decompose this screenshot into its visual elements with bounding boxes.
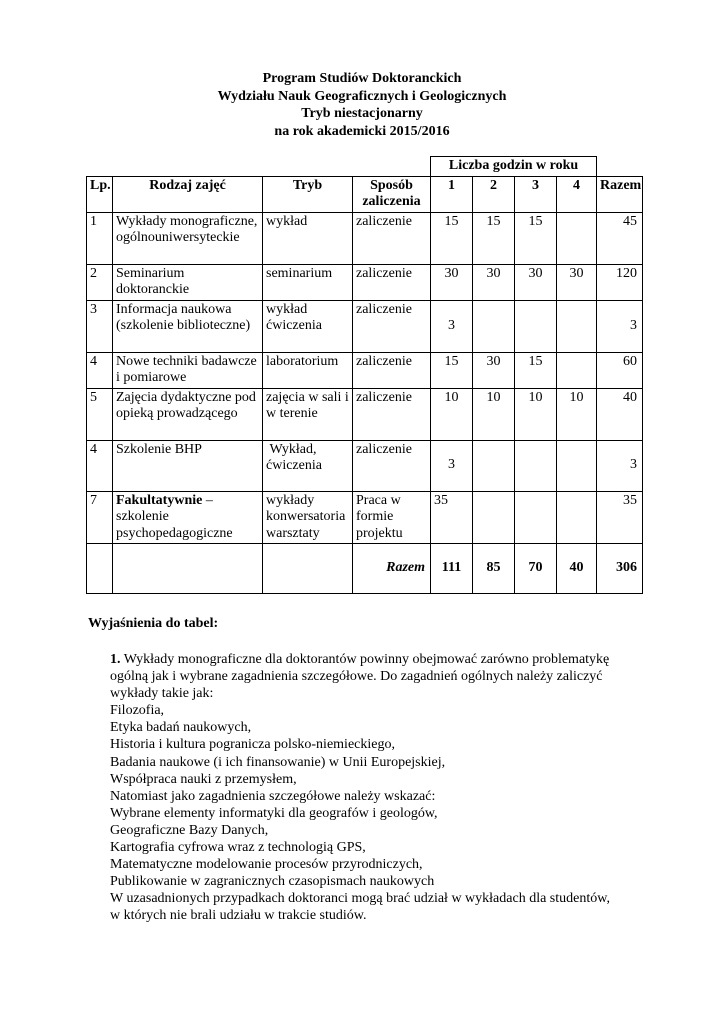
- total-year-4: 40: [557, 544, 597, 594]
- cell-razem: 35: [597, 491, 643, 544]
- explanation-line: Kartografia cyfrowa wraz z technologią GPS,: [110, 840, 366, 856]
- cell-tryb: wykłady konwersatoria warsztaty: [263, 491, 353, 544]
- cell-lp: 1: [87, 212, 113, 264]
- table-row: [87, 300, 643, 352]
- cell-year-3: 30: [515, 264, 557, 300]
- cell-year-2: 30: [473, 264, 515, 300]
- explanation-list: [110, 702, 650, 924]
- explanation-line: Publikowanie w zagranicznych czasopismach naukowych: [110, 874, 435, 890]
- explanation-line: Filozofia,: [110, 703, 165, 719]
- table-row: [87, 352, 643, 388]
- cell-rodzaj: Szkolenie BHP: [113, 440, 263, 491]
- program-table: [86, 156, 643, 594]
- cell-rodzaj: Zajęcia dydaktyczne pod opieką prowadzącego: [113, 388, 263, 440]
- explanations-body: [110, 651, 650, 925]
- cell-sposob: zaliczenie: [353, 440, 431, 491]
- cell-year-2: [473, 440, 515, 491]
- cell-year-4: [557, 491, 597, 544]
- cell-tryb: Wykład, ćwiczenia: [263, 440, 353, 491]
- cell-year-4: 10: [557, 388, 597, 440]
- explanation-line: Etyka badań naukowych,: [110, 720, 252, 736]
- cell-year-2: [473, 300, 515, 352]
- cell-year-1: 15: [431, 212, 473, 264]
- cell-rodzaj-rest: – szkolenie psychopedagogiczne: [116, 492, 233, 541]
- cell-rodzaj: Seminarium doktoranckie: [113, 264, 263, 300]
- explanation-line: Natomiast jako zagadnienia szczegółowe należy wskazać:: [110, 788, 436, 804]
- title-line-1: Program Studiów Doktoranckich: [262, 71, 462, 86]
- cell-sposob: zaliczenie: [353, 352, 431, 388]
- cell-year-4: [557, 352, 597, 388]
- cell-year-3: 10: [515, 388, 557, 440]
- table-row: [87, 264, 643, 300]
- total-year-2: 85: [473, 544, 515, 594]
- cell-rodzaj: Nowe techniki badawcze i pomiarowe: [113, 352, 263, 388]
- cell-year-4: [557, 300, 597, 352]
- title-line-4: na rok akademicki 2015/2016: [274, 123, 450, 139]
- explanation-number: 1.: [110, 652, 121, 667]
- cell-razem: 3: [597, 300, 643, 352]
- table-row: [87, 440, 643, 491]
- total-empty-rodzaj: [113, 544, 263, 594]
- table-row: [87, 212, 643, 264]
- cell-year-1: 3: [431, 440, 473, 491]
- explanation-line: Badania naukowe (i ich finansowanie) w Unii Europejskiej,: [110, 754, 446, 770]
- title-line-3: Tryb niestacjonarny: [301, 106, 423, 121]
- cell-rodzaj-bold: Fakultatywnie: [116, 492, 203, 508]
- cell-year-2: [473, 491, 515, 544]
- cell-year-2: 30: [473, 352, 515, 388]
- explanation-line: w których nie brali udziału w trakcie studiów.: [110, 908, 367, 924]
- table-row: [87, 388, 643, 440]
- header-year-2: 2: [473, 176, 515, 212]
- explanation-line: W uzasadnionych przypadkach doktoranci mogą brać udział w wykładach dla studentów,: [110, 891, 610, 907]
- total-year-1: 111: [431, 544, 473, 594]
- header-razem: Razem: [597, 176, 643, 212]
- cell-razem: 40: [597, 388, 643, 440]
- cell-tryb: wykład ćwiczenia: [263, 300, 353, 352]
- total-row: [87, 544, 643, 594]
- cell-year-4: [557, 212, 597, 264]
- cell-tryb: wykład: [263, 212, 353, 264]
- cell-tryb: zajęcia w sali i w terenie: [263, 388, 353, 440]
- cell-razem: 3: [597, 440, 643, 491]
- cell-year-2: 15: [473, 212, 515, 264]
- explanation-intro-text: Wykłady monograficzne dla doktorantów powinny obejmować zarówno problematykę ogólną jak i wybrane zagadnienia szczegółowe. Do zagadnień ogólnych należy zaliczyć wykłady takie jak:: [110, 652, 610, 702]
- table-row: [87, 491, 643, 544]
- cell-tryb: seminarium: [263, 264, 353, 300]
- table-header-row: [87, 176, 643, 212]
- cell-lp: 7: [87, 491, 113, 544]
- header-sposob: Sposób zaliczenia: [353, 176, 431, 212]
- header-year-1: 1: [431, 176, 473, 212]
- cell-lp: 5: [87, 388, 113, 440]
- cell-year-1: 15: [431, 352, 473, 388]
- cell-rodzaj: Informacja naukowa (szkolenie biblioteczne): [113, 300, 263, 352]
- cell-sposob: zaliczenie: [353, 212, 431, 264]
- cell-tryb: laboratorium: [263, 352, 353, 388]
- cell-year-1: 10: [431, 388, 473, 440]
- total-empty-tryb: [263, 544, 353, 594]
- explanation-line: Wybrane elementy informatyki dla geografów i geologów,: [110, 805, 438, 821]
- cell-sposob: Praca w formie projektu: [353, 491, 431, 544]
- header-tryb: Tryb: [263, 176, 353, 212]
- explanation-line: Matematyczne modelowanie procesów przyrodniczych,: [110, 857, 423, 873]
- cell-razem: 120: [597, 264, 643, 300]
- cell-year-3: 15: [515, 212, 557, 264]
- total-razem: 306: [597, 544, 643, 594]
- header-rodzaj: Rodzaj zajęć: [113, 176, 263, 212]
- cell-year-3: [515, 491, 557, 544]
- cell-year-3: [515, 440, 557, 491]
- document-title: [0, 70, 724, 140]
- cell-lp: 4: [87, 352, 113, 388]
- cell-lp: 3: [87, 300, 113, 352]
- cell-year-3: [515, 300, 557, 352]
- total-year-3: 70: [515, 544, 557, 594]
- cell-rodzaj: [113, 491, 263, 544]
- hours-header-row: [87, 157, 643, 177]
- header-lp: Lp.: [87, 176, 113, 212]
- cell-sposob: zaliczenie: [353, 300, 431, 352]
- cell-razem: 45: [597, 212, 643, 264]
- explanation-line: Geograficzne Bazy Danych,: [110, 822, 269, 838]
- cell-lp: 4: [87, 440, 113, 491]
- cell-year-1: 30: [431, 264, 473, 300]
- cell-year-3: 15: [515, 352, 557, 388]
- cell-rodzaj: Wykłady monograficzne, ogólnouniwersyteckie: [113, 212, 263, 264]
- explanation-intro: [110, 651, 650, 702]
- explanation-line: Historia i kultura pogranicza polsko-niemieckiego,: [110, 737, 395, 753]
- cell-year-2: 10: [473, 388, 515, 440]
- cell-year-1: 3: [431, 300, 473, 352]
- cell-lp: 2: [87, 264, 113, 300]
- cell-sposob: zaliczenie: [353, 388, 431, 440]
- explanations-title: Wyjaśnienia do tabel:: [88, 616, 219, 631]
- title-line-2: Wydziału Nauk Geograficznych i Geologicznych: [217, 88, 507, 104]
- total-label: Razem: [353, 544, 431, 594]
- cell-sposob: zaliczenie: [353, 264, 431, 300]
- header-year-3: 3: [515, 176, 557, 212]
- cell-year-4: 30: [557, 264, 597, 300]
- explanation-line: Współpraca nauki z przemysłem,: [110, 771, 297, 787]
- cell-year-4: [557, 440, 597, 491]
- cell-razem: 60: [597, 352, 643, 388]
- cell-year-1: 35: [431, 491, 473, 544]
- header-year-4: 4: [557, 176, 597, 212]
- hours-header: Liczba godzin w roku: [431, 157, 597, 177]
- total-empty-lp: [87, 544, 113, 594]
